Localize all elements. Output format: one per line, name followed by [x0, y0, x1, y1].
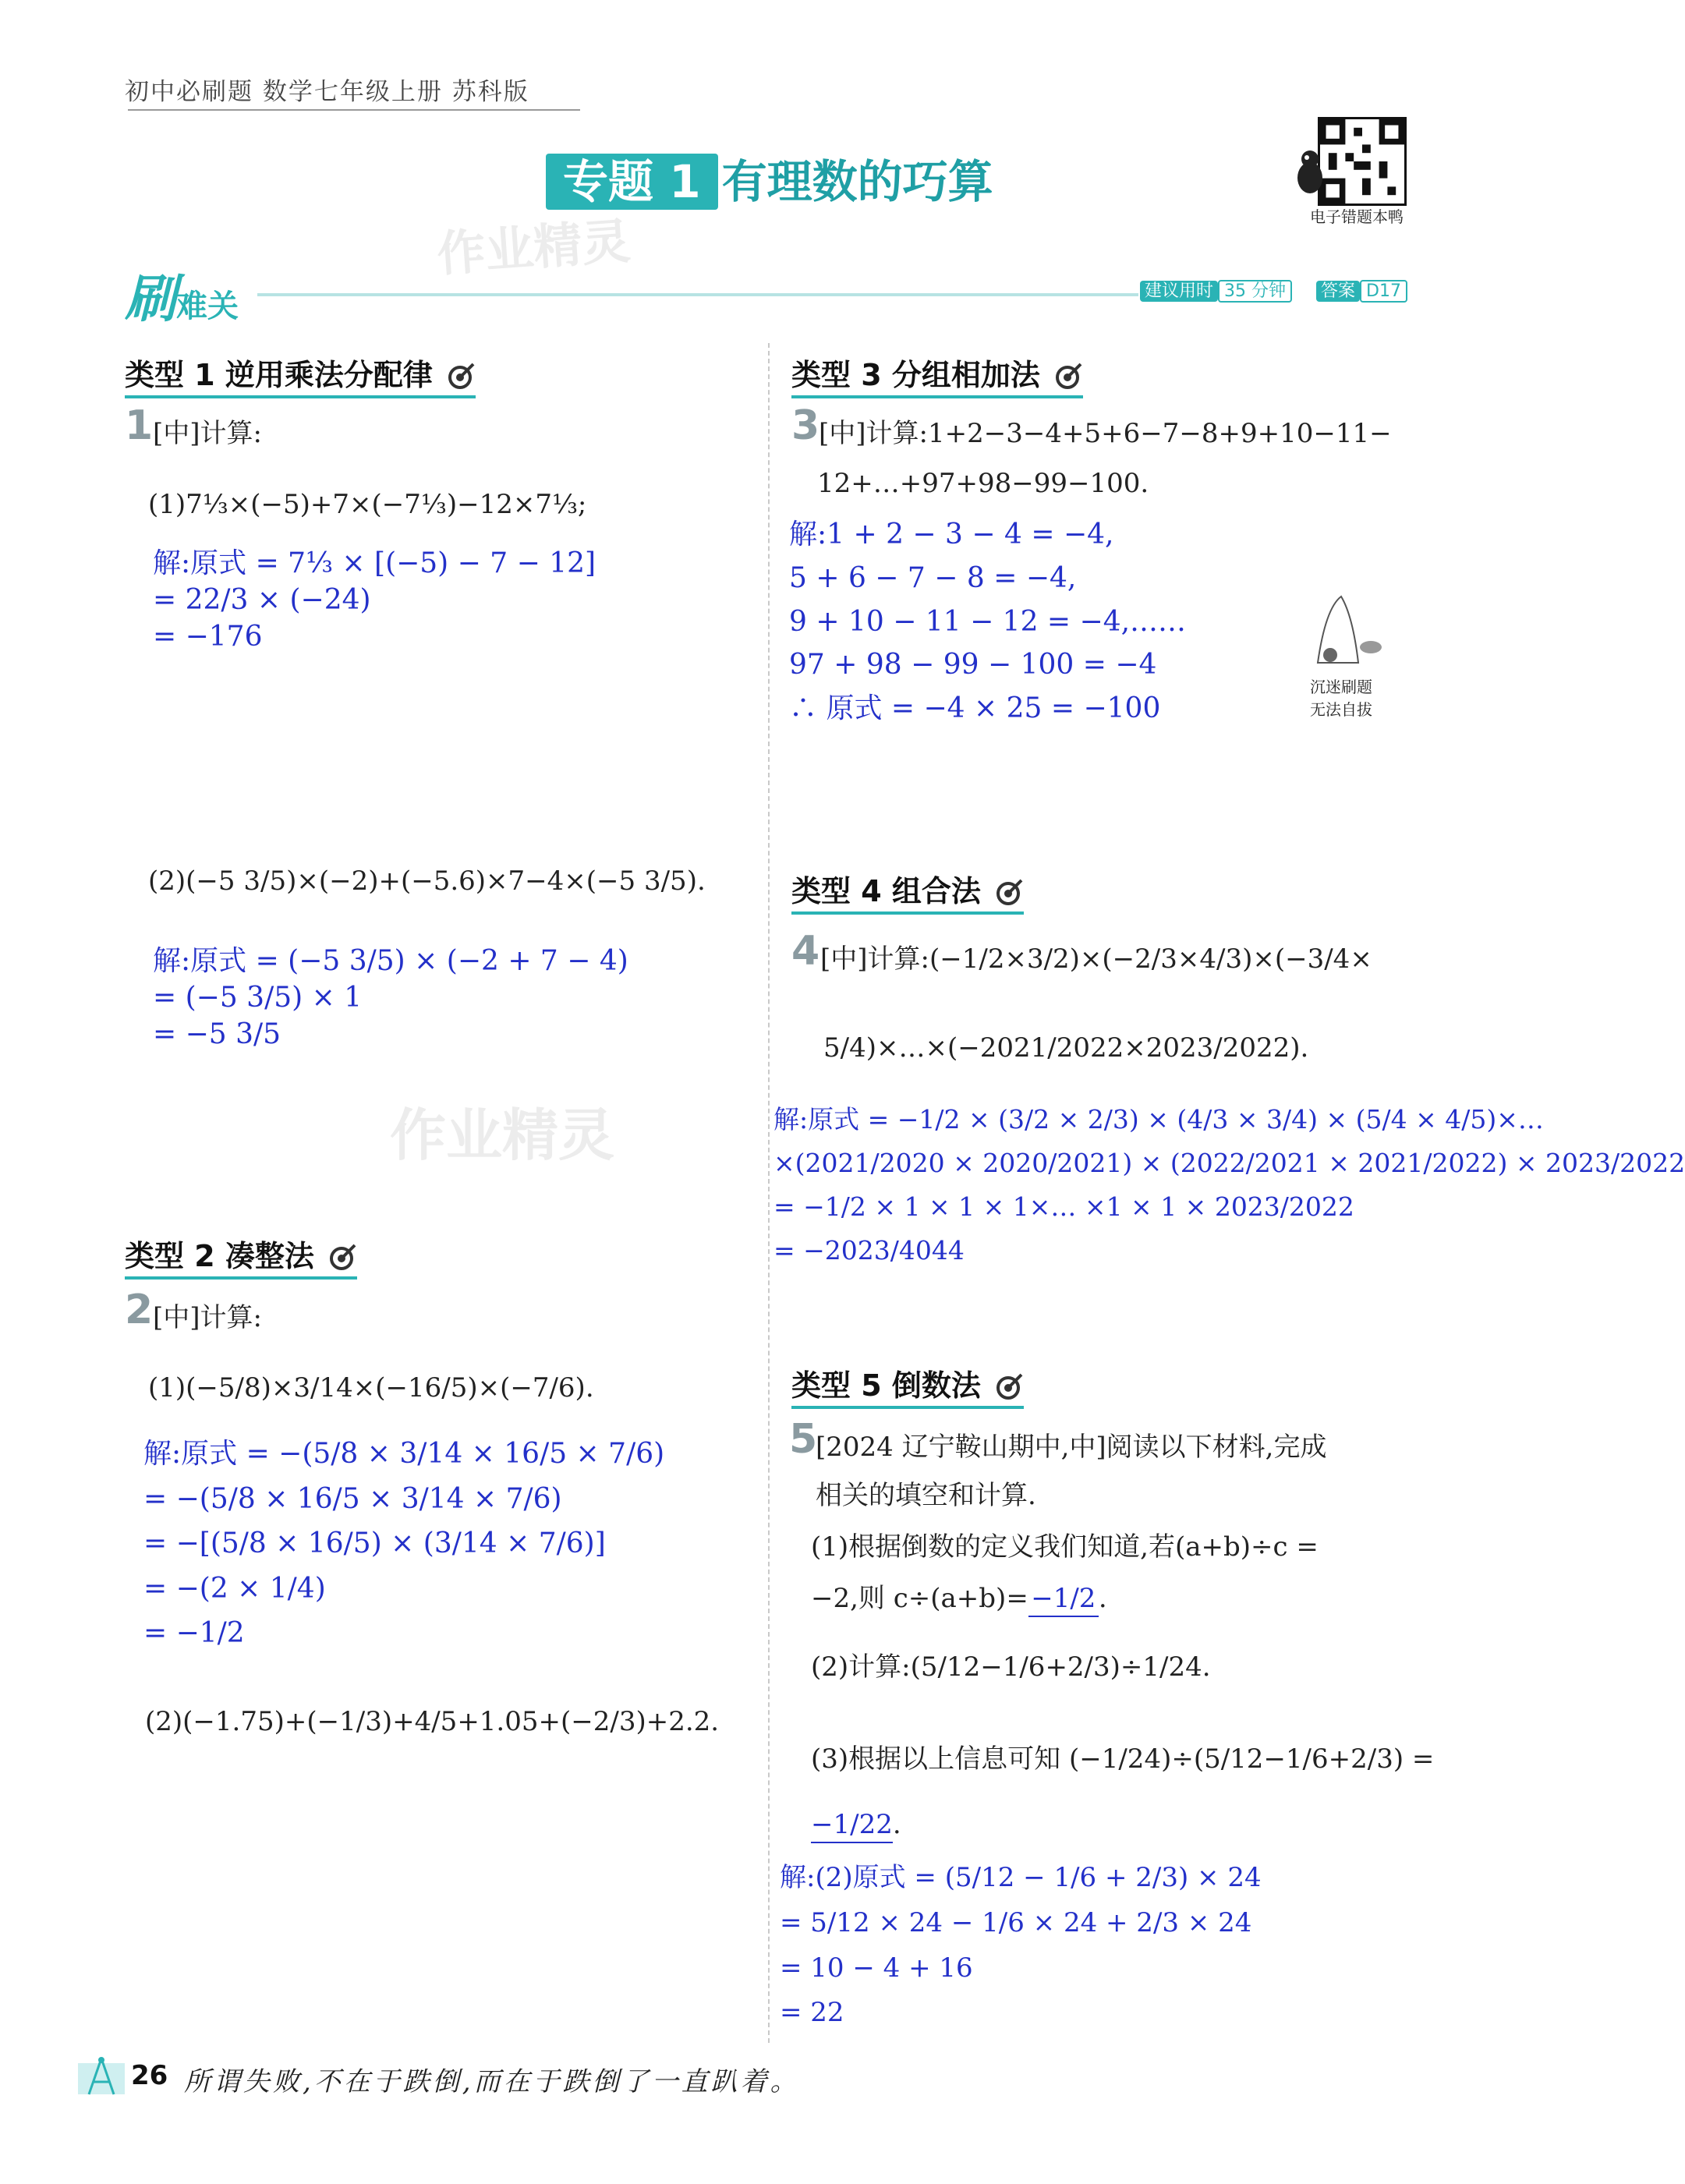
- answer-line: = −5 3/5: [153, 1018, 281, 1050]
- q4-number: 4: [791, 928, 820, 975]
- column-divider: [768, 343, 770, 2043]
- header-rule: [128, 109, 580, 111]
- q4-stem: [中]计算:(−1/2×3/2)×(−2/3×4/3)×(−3/4×: [820, 943, 1372, 975]
- q2-part2: (2)(−1.75)+(−1/3)+4/5+1.05+(−2/3)+2.2.: [145, 1706, 720, 1737]
- time-label: 建议用时: [1140, 281, 1218, 302]
- section-brush: [125, 257, 239, 331]
- q5-blank1: −1/2: [1028, 1581, 1099, 1617]
- target-icon: [448, 362, 476, 390]
- sticker-line: 无法自拔: [1310, 700, 1372, 719]
- topic-title-text: 有理数的巧算: [721, 155, 993, 208]
- answer-line: 解:原式 = (−5 3/5) × (−2 + 7 − 4): [153, 945, 628, 977]
- watermark-top: 作业精灵: [435, 212, 632, 283]
- qr-block: [1318, 117, 1411, 206]
- q4-stem2: 5/4)×…×(−2021/2022×2023/2022).: [823, 1032, 1309, 1064]
- answer-tag: [1316, 278, 1407, 302]
- q1-answer1: [153, 546, 596, 655]
- type3-heading: [791, 351, 1083, 398]
- sticker-line: 沉迷刷题: [1310, 678, 1372, 696]
- type3-heading-text: 类型 3 分组相加法: [791, 358, 1040, 392]
- q2-stem: [中]计算:: [153, 1302, 262, 1333]
- sticker-drawing-icon: [1294, 593, 1388, 671]
- q5-part1b: [811, 1581, 1107, 1617]
- q5-part3-answer: [811, 1807, 901, 1843]
- qr-code-icon: [1318, 117, 1407, 206]
- q1-answer2: [153, 943, 628, 1053]
- topic-title: [546, 145, 993, 211]
- q5-number: 5: [789, 1416, 818, 1463]
- q1-number: 1: [125, 402, 154, 449]
- q3-stem: [中]计算:1+2−3−4+5+6−7−8+9+10−11−: [819, 418, 1392, 449]
- answer-label: 答案: [1316, 281, 1360, 302]
- section-brush-glyph: 刷: [125, 269, 176, 329]
- answer-line: 解:原式 = −(5/8 × 3/14 × 16/5 × 7/6): [143, 1438, 665, 1470]
- q3-answer: [789, 513, 1186, 731]
- type2-heading: [125, 1232, 357, 1280]
- running-header: 初中必刷题 数学七年级上册 苏科版: [125, 78, 529, 106]
- q5-part2: (2)计算:(5/12−1/6+2/3)÷1/24.: [811, 1651, 1211, 1683]
- q5-part1b-post: .: [1098, 1583, 1107, 1614]
- q1-part2: (2)(−5 3/5)×(−2)+(−5.6)×7−4×(−5 3/5).: [148, 865, 706, 897]
- q2-answer1: [143, 1432, 664, 1656]
- answer-line: 9 + 10 − 11 − 12 = −4,……: [789, 605, 1187, 638]
- page-number: 26: [131, 2060, 168, 2091]
- answer-line: = −1/2: [143, 1617, 245, 1650]
- answer-line: 解:(2)原式 = (5/12 − 1/6 + 2/3) × 24: [780, 1862, 1262, 1893]
- answer-line: 5 + 6 − 7 − 8 = −4,: [789, 561, 1077, 594]
- compass-icon: [78, 2055, 125, 2102]
- q5-part1a: (1)根据倒数的定义我们知道,若(a+b)÷c =: [811, 1531, 1319, 1563]
- answer-line: = −2023/4044: [773, 1235, 965, 1266]
- q5-blank2: −1/22: [811, 1807, 893, 1843]
- sticker: [1294, 593, 1388, 720]
- answer-line: = 22: [780, 1997, 844, 2029]
- answer-line: ×(2021/2020 × 2020/2021) × (2022/2021 × 2021/2022) × 2023/2022: [773, 1148, 1685, 1179]
- answer-line: ∴ 原式 = −4 × 25 = −100: [789, 692, 1161, 725]
- type4-heading-text: 类型 4 组合法: [791, 874, 981, 908]
- q1-stem: [中]计算:: [153, 418, 262, 449]
- target-icon: [996, 1372, 1024, 1400]
- type5-heading-text: 类型 5 倒数法: [791, 1368, 981, 1403]
- q5-stem2: 相关的填空和计算.: [816, 1480, 1036, 1511]
- topic-badge: 专题 1: [546, 154, 718, 210]
- time-value: 35 分钟: [1218, 280, 1292, 303]
- answer-line: = 10 − 4 + 16: [780, 1952, 973, 1984]
- section-rule: [257, 293, 1138, 296]
- answer-line: 解:原式 = −1/2 × (3/2 × 2/3) × (4/3 × 3/4) × (5/4 × 4/5)×…: [773, 1104, 1544, 1134]
- target-icon: [996, 878, 1024, 906]
- q4-answer: [773, 1098, 1685, 1273]
- q5-answer: [780, 1856, 1262, 2036]
- answer-line: 解:原式 = 7⅓ × [(−5) − 7 − 12]: [153, 547, 596, 579]
- q2-part1: (1)(−5/8)×3/14×(−16/5)×(−7/6).: [148, 1372, 594, 1403]
- answer-line: 解:1 + 2 − 3 − 4 = −4,: [789, 519, 1114, 550]
- type4-heading: [791, 867, 1024, 915]
- q1-part1: (1)7⅓×(−5)+7×(−7⅓)−12×7⅓;: [148, 489, 587, 520]
- answer-line: = −(5/8 × 16/5 × 3/14 × 7/6): [143, 1482, 562, 1515]
- section-sub: 难关: [176, 288, 239, 324]
- type1-heading: [125, 351, 476, 398]
- target-icon: [1055, 362, 1083, 390]
- q5-stem: [2024 辽宁鞍山期中,中]阅读以下材料,完成: [816, 1432, 1327, 1463]
- answer-line: = (−5 3/5) × 1: [153, 981, 363, 1014]
- answer-line: = −176: [153, 620, 263, 653]
- time-tag: [1140, 278, 1292, 302]
- answer-line: = −(2 × 1/4): [143, 1572, 326, 1605]
- answer-page: D17: [1360, 280, 1407, 303]
- type2-heading-text: 类型 2 凑整法: [125, 1239, 314, 1273]
- q5-part3-post: .: [892, 1809, 901, 1840]
- watermark-mid: 作业精灵: [390, 1103, 615, 1168]
- qr-label: 电子错题本鸭: [1310, 207, 1404, 226]
- q5-part1b-text: −2,则 c÷(a+b)=: [811, 1583, 1028, 1614]
- q2-number: 2: [125, 1287, 154, 1333]
- q3-stem2: 12+…+97+98−99−100.: [817, 468, 1149, 499]
- q3-number: 3: [791, 402, 820, 449]
- answer-line: 97 + 98 − 99 − 100 = −4: [789, 649, 1157, 681]
- q5-part3: (3)根据以上信息可知 (−1/24)÷(5/12−1/6+2/3) =: [811, 1743, 1435, 1775]
- footer-quote: 所谓失败,不在于跌倒,而在于跌倒了一直趴着。: [184, 2066, 800, 2097]
- answer-line: = 22/3 × (−24): [153, 583, 371, 616]
- target-icon: [329, 1243, 357, 1271]
- type5-heading: [791, 1361, 1024, 1409]
- mascot-icon: [1294, 148, 1326, 198]
- answer-line: = −[(5/8 × 16/5) × (3/14 × 7/6)]: [143, 1527, 606, 1560]
- answer-line: = −1/2 × 1 × 1 × 1×… ×1 × 1 × 2023/2022: [773, 1191, 1354, 1223]
- answer-line: = 5/12 × 24 − 1/6 × 24 + 2/3 × 24: [780, 1906, 1252, 1938]
- type1-heading-text: 类型 1 逆用乘法分配律: [125, 358, 433, 392]
